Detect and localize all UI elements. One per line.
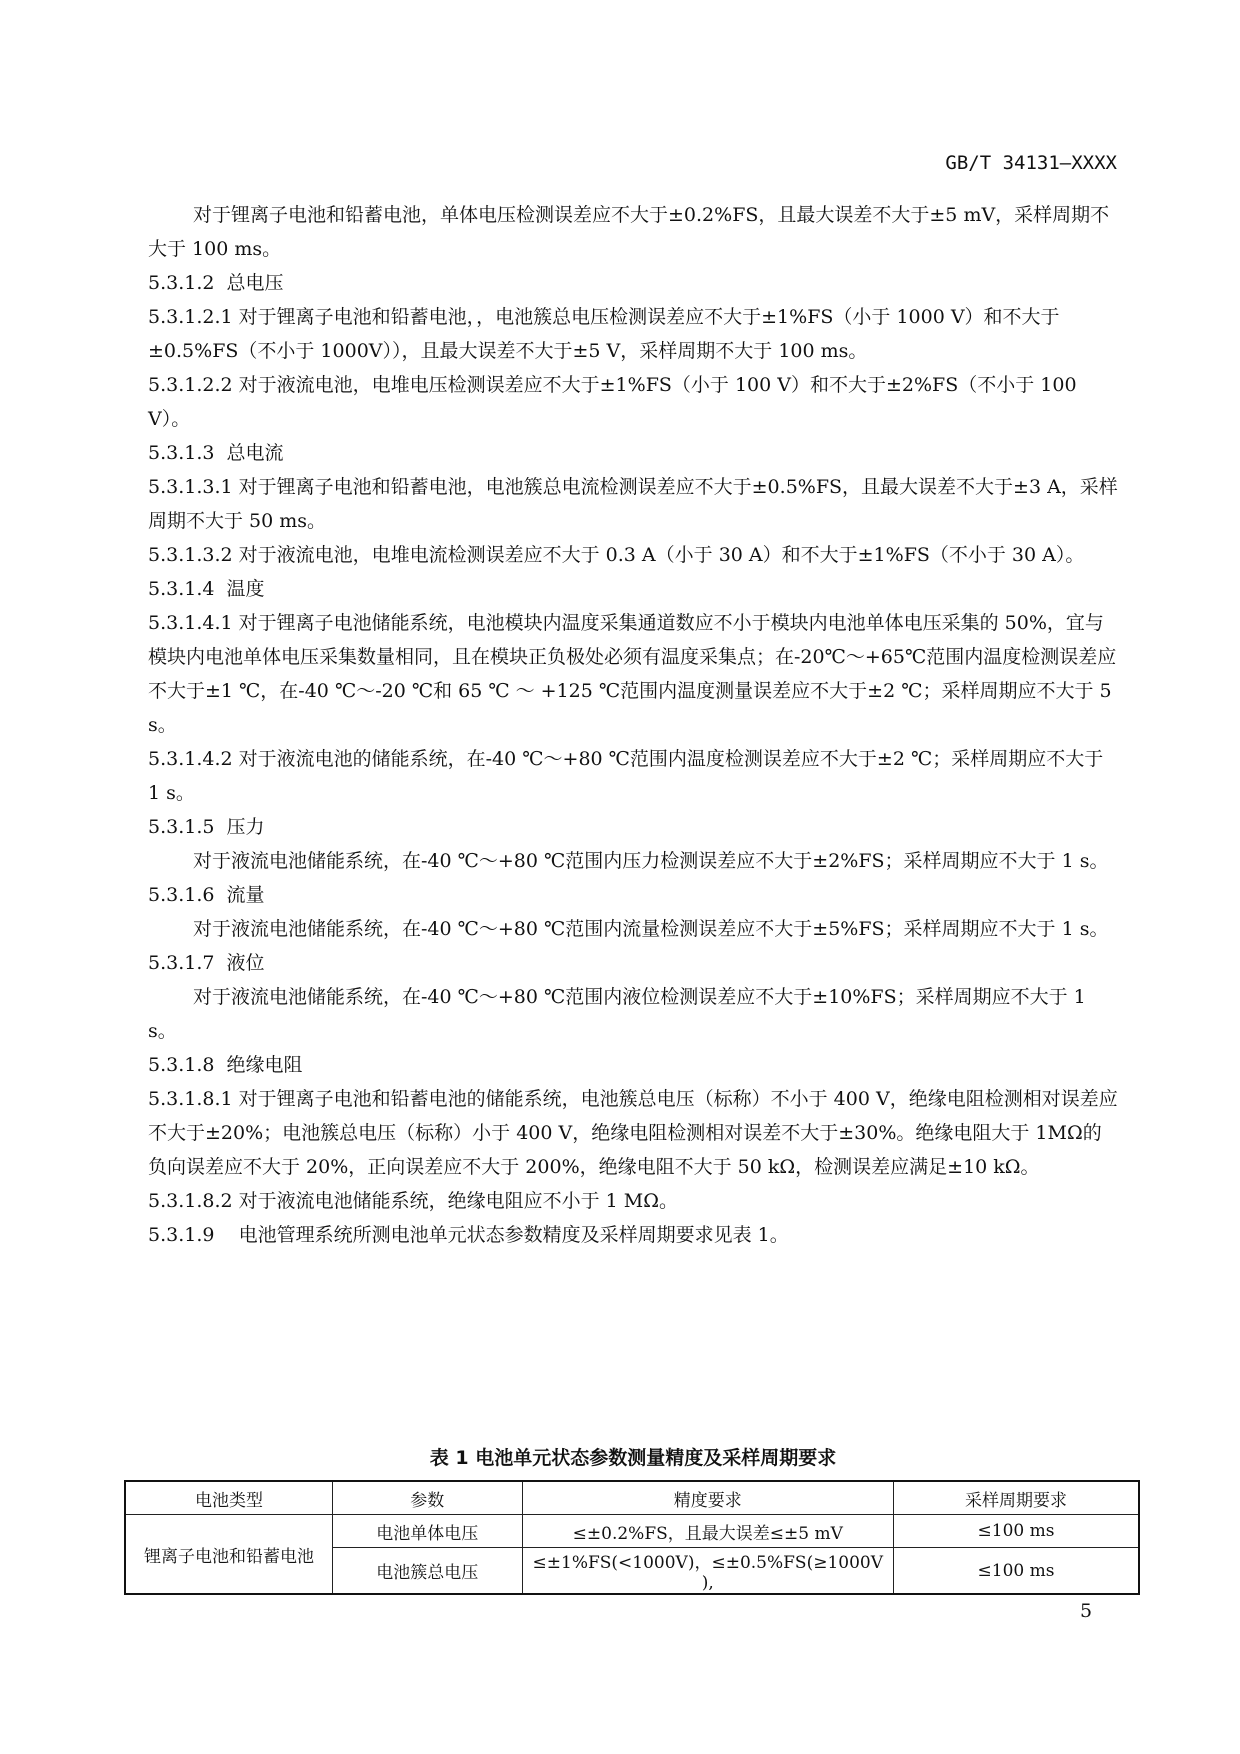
spec-table (124, 1480, 1140, 1595)
clause-heading: 5.3.1.5 压力 (148, 816, 265, 838)
accuracy-cell: ≤±1%FS(<1000V)，≤±0.5%FS(≥1000V ), (522, 1548, 893, 1595)
paragraph: 对于液流电池储能系统，在-40 ℃～+80 ℃范围内液位检测误差应不大于±10%FS；采样周期应不大于 1 s。 (148, 986, 1086, 1042)
column-header: 采样周期要求 (894, 1481, 1140, 1515)
clause-heading: 5.3.1.2 总电压 (148, 272, 284, 294)
clause-heading: 5.3.1.6 流量 (148, 884, 265, 906)
accuracy-cell: ≤±0.2%FS，且最大误差≤±5 mV (522, 1515, 893, 1548)
paragraph: 5.3.1.2.2 对于液流电池，电堆电压检测误差应不大于±1%FS（小于 100 V）和不大于±2%FS（不小于 100 V）。 (148, 374, 1077, 430)
clause-heading: 5.3.1.8 绝缘电阻 (148, 1054, 303, 1076)
paragraph: 对于液流电池储能系统，在-40 ℃～+80 ℃范围内压力检测误差应不大于±2%FS；采样周期应不大于 1 s。 (193, 850, 1109, 872)
column-header: 电池类型 (125, 1481, 332, 1515)
period-cell: ≤100 ms (894, 1515, 1140, 1548)
table-header-row (125, 1481, 1139, 1515)
clause-heading: 5.3.1.4 温度 (148, 578, 265, 600)
paragraph: 5.3.1.4.2 对于液流电池的储能系统，在-40 ℃～+80 ℃范围内温度检测误差应不大于±2 ℃；采样周期应不大于 1 s。 (148, 748, 1104, 804)
paragraph: 5.3.1.2.1 对于锂离子电池和铅蓄电池，，电池簇总电压检测误差应不大于±1%FS（小于 1000 V）和不大于±0.5%FS（不小于 1000V）），且最大误差不大于±5 V，采样周期不大于 100 ms。 (148, 306, 1060, 362)
table-caption: 表 1 电池单元状态参数测量精度及采样周期要求 (429, 1447, 837, 1469)
paragraph: 5.3.1.8.2 对于液流电池储能系统，绝缘电阻应不小于 1 MΩ。 (148, 1190, 679, 1212)
battery-type-cell: 锂离子电池和铅蓄电池 (125, 1515, 332, 1595)
paragraph: 5.3.1.8.1 对于锂离子电池和铅蓄电池的储能系统，电池簇总电压（标称）不小于 400 V，绝缘电阻检测相对误差应不大于±20%；电池簇总电压（标称）小于 400 V，绝缘电阻检测相对误差不大于±30%。绝缘电阻大于 1MΩ的负向误差应不大于 20%，正向误差应不大于 200%，绝缘电阻不大于 50 kΩ，检测误差应满足±10 kΩ。 (148, 1088, 1118, 1178)
period-cell: ≤100 ms (894, 1548, 1140, 1595)
clause-heading: 5.3.1.9 电池管理系统所测电池单元状态参数精度及采样周期要求见表 1。 (148, 1224, 789, 1246)
paragraph: 对于锂离子电池和铅蓄电池，单体电压检测误差应不大于±0.2%FS，且最大误差不大于±5 mV，采样周期不大于 100 ms。 (148, 204, 1110, 260)
column-header: 参数 (332, 1481, 522, 1515)
page-number: 5 (1080, 1600, 1093, 1622)
paragraph: 5.3.1.4.1 对于锂离子电池储能系统，电池模块内温度采集通道数应不小于模块内电池单体电压采集的 50%，宜与模块内电池单体电压采集数量相同，且在模块正负极处必须有温度采集点；在-20℃～+65℃范围内温度检测误差应不大于±1 ℃，在-40 ℃～-20 ℃和 65 ℃ ～ +125 ℃范围内温度测量误差应不大于±2 ℃；采样周期应不大于 5 s。 (148, 612, 1117, 736)
standard-code: GB/T 34131—XXXX (945, 152, 1117, 174)
paragraph: 5.3.1.3.2 对于液流电池，电堆电流检测误差应不大于 0.3 A（小于 30 A）和不大于±1%FS（不小于 30 A）。 (148, 544, 1085, 566)
param-cell: 电池簇总电压 (332, 1548, 522, 1595)
clause-heading: 5.3.1.3 总电流 (148, 442, 284, 464)
param-cell: 电池单体电压 (332, 1515, 522, 1548)
document-body (148, 198, 1118, 1252)
paragraph: 5.3.1.3.1 对于锂离子电池和铅蓄电池，电池簇总电流检测误差应不大于±0.5%FS，且最大误差不大于±3 A，采样周期不大于 50 ms。 (148, 476, 1118, 532)
column-header: 精度要求 (522, 1481, 893, 1515)
clause-heading: 5.3.1.7 液位 (148, 952, 265, 974)
table-row (125, 1515, 1139, 1548)
paragraph: 对于液流电池储能系统，在-40 ℃～+80 ℃范围内流量检测误差应不大于±5%FS；采样周期应不大于 1 s。 (193, 918, 1109, 940)
